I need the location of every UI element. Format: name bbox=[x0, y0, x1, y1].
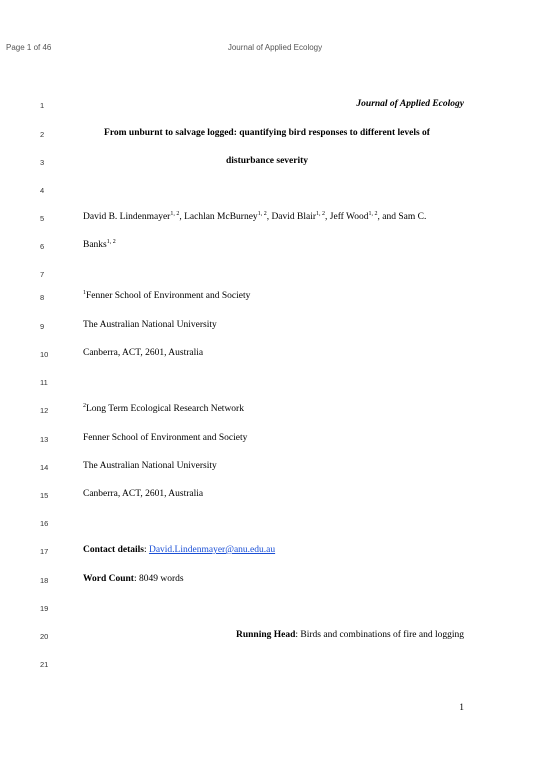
affiliation-2-line-1 bbox=[83, 404, 244, 414]
line-number: 18 bbox=[40, 576, 49, 585]
line-number: 4 bbox=[40, 186, 45, 195]
line-number: 13 bbox=[40, 435, 49, 444]
author-name: Banks bbox=[83, 240, 107, 250]
line-number: 10 bbox=[40, 350, 49, 359]
line-number: 9 bbox=[40, 322, 45, 331]
journal-name: Journal of Applied Ecology bbox=[356, 99, 464, 109]
line-number: 7 bbox=[40, 270, 45, 279]
paper-title-line-2: disturbance severity bbox=[225, 156, 309, 166]
running-head-value: : Birds and combinations of fire and logging bbox=[295, 630, 464, 640]
line-number: 15 bbox=[40, 491, 49, 500]
line-number: 21 bbox=[40, 660, 49, 669]
affiliation-1-line-3: Canberra, ACT, 2601, Australia bbox=[83, 348, 204, 358]
page-count-label: Page 1 of 46 bbox=[6, 43, 52, 52]
contact-email-link[interactable]: David.Lindenmayer@anu.edu.au bbox=[148, 545, 276, 555]
affiliation-1-line-2: The Australian National University bbox=[83, 320, 217, 330]
author-affiliation-marker: 1, 2 bbox=[106, 239, 116, 245]
line-number: 1 bbox=[40, 101, 45, 110]
line-number: 12 bbox=[40, 406, 49, 415]
line-number: 2 bbox=[40, 130, 45, 139]
author-affiliation-marker: 1, 2 bbox=[257, 211, 267, 217]
line-number: 19 bbox=[40, 604, 49, 613]
word-count bbox=[83, 574, 184, 584]
affiliation-text: Fenner School of Environment and Society bbox=[86, 291, 251, 301]
author-list bbox=[83, 212, 426, 222]
line-number: 6 bbox=[40, 242, 45, 251]
word-count-label: Word Count bbox=[83, 574, 134, 584]
contact-separator: : bbox=[143, 545, 149, 555]
page-number: 1 bbox=[459, 703, 464, 713]
author-name: David B. Lindenmayer bbox=[83, 212, 171, 222]
line-number: 8 bbox=[40, 293, 45, 302]
author-name: , David Blair bbox=[266, 212, 317, 222]
paper-title-line-1: From unburnt to salvage logged: quantifying bird responses to different levels of bbox=[104, 128, 430, 138]
line-number: 5 bbox=[40, 214, 45, 223]
author-name: , Jeff Wood bbox=[325, 212, 369, 222]
line-number: 14 bbox=[40, 463, 49, 472]
affiliation-text: Long Term Ecological Research Network bbox=[86, 404, 244, 414]
running-head bbox=[236, 630, 464, 640]
line-number: 20 bbox=[40, 632, 49, 641]
line-number: 17 bbox=[40, 547, 49, 556]
affiliation-2-line-3: The Australian National University bbox=[83, 461, 217, 471]
author-affiliation-marker: 1, 2 bbox=[170, 211, 180, 217]
author-list-continued bbox=[83, 240, 116, 250]
affiliation-marker: 1 bbox=[83, 290, 86, 296]
word-count-value: : 8049 words bbox=[133, 574, 184, 584]
affiliation-2-line-2: Fenner School of Environment and Society bbox=[83, 433, 248, 443]
author-affiliation-marker: 1, 2 bbox=[316, 211, 326, 217]
author-name: , and Sam C. bbox=[377, 212, 427, 222]
line-number: 16 bbox=[40, 519, 49, 528]
affiliation-marker: 2 bbox=[83, 403, 86, 409]
affiliation-1-line-1 bbox=[83, 291, 250, 301]
running-journal-header: Journal of Applied Ecology bbox=[227, 43, 323, 52]
author-name: , Lachlan McBurney bbox=[179, 212, 258, 222]
line-number: 3 bbox=[40, 158, 45, 167]
contact-label: Contact details bbox=[83, 545, 144, 555]
line-number: 11 bbox=[40, 378, 48, 387]
contact-details bbox=[83, 545, 275, 555]
author-affiliation-marker: 1, 2 bbox=[368, 211, 378, 217]
running-head-label: Running Head bbox=[235, 630, 296, 640]
affiliation-2-line-4: Canberra, ACT, 2601, Australia bbox=[83, 489, 204, 499]
